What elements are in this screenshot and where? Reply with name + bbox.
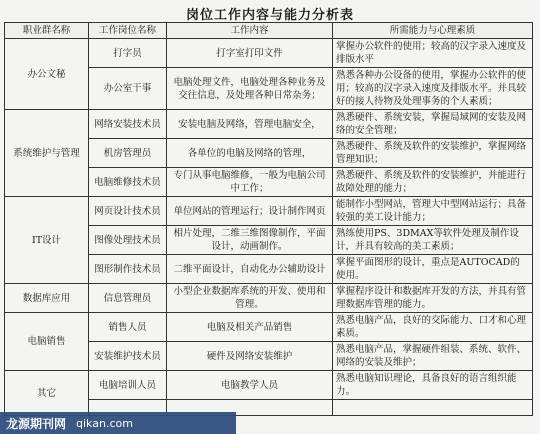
group-cell: 其它 xyxy=(5,371,89,416)
group-cell: IT设计 xyxy=(5,197,89,284)
group-cell: 数据库应用 xyxy=(5,284,89,313)
table-row xyxy=(5,371,533,400)
job-cell: 网络安装技术员 xyxy=(89,110,167,139)
work-cell: 硬件及网络安装维护 xyxy=(167,342,333,371)
job-cell: 办公室干事 xyxy=(89,68,167,110)
table-row xyxy=(5,110,533,139)
skill-cell: 能制作小型网站，管理大中型网站运行；具备较强的美工设计能力； xyxy=(333,197,533,226)
skill-cell: 熟练使用PS、3DMAX等软件处理及制作设计，并具有较高的美工素质； xyxy=(333,226,533,255)
work-cell: 二维平面设计，自动化办公辅助设计 xyxy=(167,255,333,284)
work-cell: 安装电脑及网络，管理电脑安全， xyxy=(167,110,333,139)
skill-cell: 掌握程序设计和数据库开发的方法，并具有管理数据库管理的能力。 xyxy=(333,284,533,313)
skill-cell: 熟悉电脑产品，良好的交际能力、口才和心理素质。 xyxy=(333,313,533,342)
skill-cell: 熟悉硬件、系统安装，掌握局域网的安装及网络的安全管理； xyxy=(333,110,533,139)
job-cell: 网页设计技术员 xyxy=(89,197,167,226)
job-cell: 电脑培训人员 xyxy=(89,371,167,400)
skill-cell xyxy=(333,400,533,416)
job-cell: 打字员 xyxy=(89,39,167,68)
header-group: 职业群名称 xyxy=(5,23,89,39)
watermark-brand: 龙源期刊网 xyxy=(6,416,67,431)
job-cell: 电脑维修技术员 xyxy=(89,168,167,197)
group-cell: 办公文秘 xyxy=(5,39,89,110)
work-cell: 相片处理，二维三维图像制作，平面设计，动画制作。 xyxy=(167,226,333,255)
job-cell: 图像处理技术员 xyxy=(89,226,167,255)
job-cell: 安装维护技术员 xyxy=(89,342,167,371)
watermark xyxy=(0,412,236,434)
skill-cell: 熟悉硬件、系统及软件的安装维护，并能进行故障处理的能力； xyxy=(333,168,533,197)
work-cell: 打字室打印文件 xyxy=(167,39,333,68)
skill-cell: 熟悉硬件、系统及软件的安装维护，掌握网络管理知识； xyxy=(333,139,533,168)
watermark-url: qikan.com xyxy=(76,416,133,430)
job-cell: 信息管理员 xyxy=(89,284,167,313)
skill-cell: 熟悉电脑产品，掌握硬件组装、系统、软件、网络的安装及维护； xyxy=(333,342,533,371)
group-cell: 系统维护与管理 xyxy=(5,110,89,197)
work-cell: 单位网站的管理运行；设计制作网页 xyxy=(167,197,333,226)
work-cell: 电脑处理文件，电脑处理各种业务及交往信息，及处理各种日常杂务； xyxy=(167,68,333,110)
table-row xyxy=(5,39,533,68)
job-analysis-table xyxy=(4,22,533,416)
table-row xyxy=(5,197,533,226)
work-cell: 专门从事电脑维修，一般为电脑公司中工作； xyxy=(167,168,333,197)
work-cell: 电脑教学人员 xyxy=(167,371,333,400)
table-row xyxy=(5,284,533,313)
work-cell: 小型企业数据库系统的开发、使用和管理。 xyxy=(167,284,333,313)
header-skill: 所需能力与心理素质 xyxy=(333,23,533,39)
skill-cell: 掌握平面图形的设计，重点是AUTOCAD的使用。 xyxy=(333,255,533,284)
work-cell: 电脑及相关产品销售 xyxy=(167,313,333,342)
header-job: 工作岗位名称 xyxy=(89,23,167,39)
header-work: 工作内容 xyxy=(167,23,333,39)
header-row xyxy=(5,23,533,39)
job-cell: 销售人员 xyxy=(89,313,167,342)
skill-cell: 掌握办公软件的使用；较高的汉字录入速度及排版水平 xyxy=(333,39,533,68)
job-cell: 图形制作技术员 xyxy=(89,255,167,284)
group-cell: 电脑销售 xyxy=(5,313,89,371)
work-cell: 各单位的电脑及网络的管理， xyxy=(167,139,333,168)
table-title: 岗位工作内容与能力分析表 xyxy=(185,8,354,23)
job-cell: 机房管理员 xyxy=(89,139,167,168)
skill-cell: 熟悉各种办公设备的使用，掌握办公软件的使用；较高的汉字录入速度及排版水平。并具较好的接人待物及处理事务的个人素质； xyxy=(333,68,533,110)
skill-cell: 熟悉电脑知识理论，具备良好的语言组织能力。 xyxy=(333,371,533,400)
table-row xyxy=(5,313,533,342)
